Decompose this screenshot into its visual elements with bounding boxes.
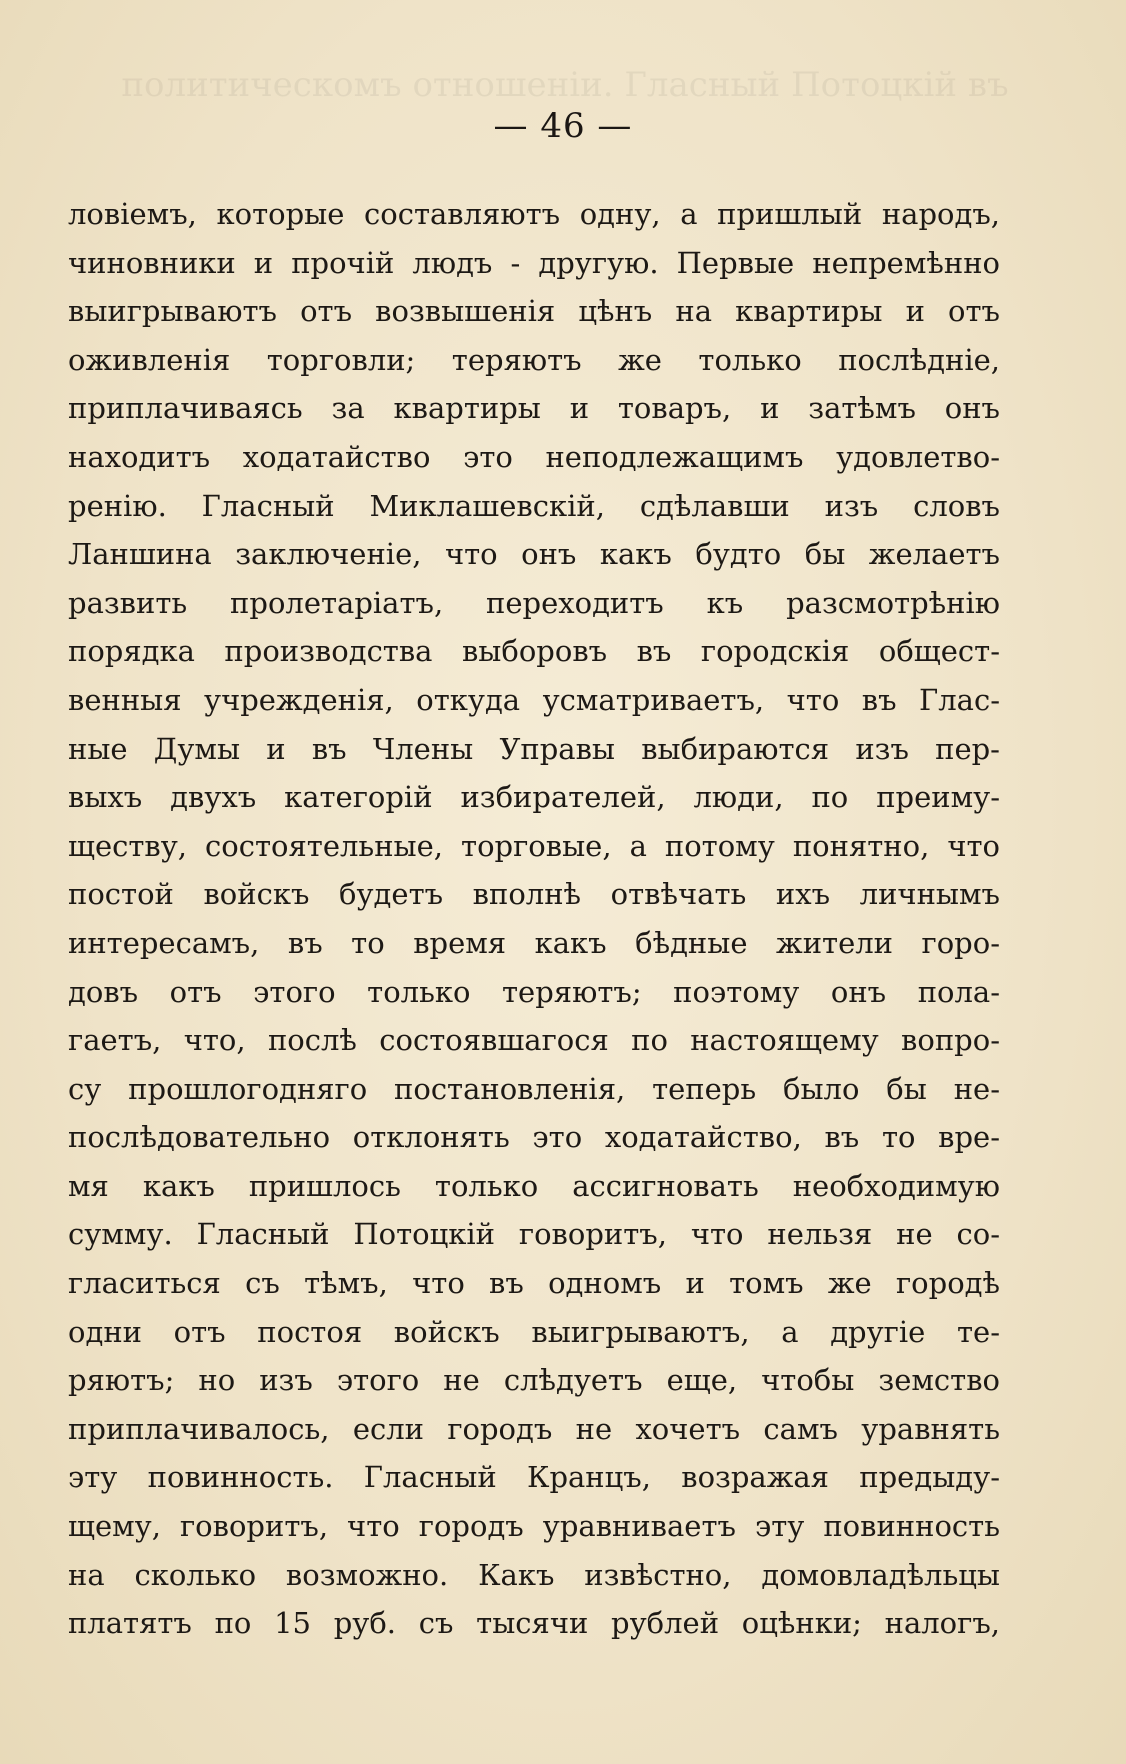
text-line: мя какъ пришлось только ассигновать необходимую: [68, 1168, 1000, 1203]
text-line: постой войскъ будетъ вполнѣ отвѣчать ихъ личнымъ: [68, 877, 1000, 912]
text-line: гаетъ, что, послѣ состоявшагося по настоящему вопро-: [68, 1023, 1000, 1058]
text-line: эту повинность. Гласный Кранцъ, возражая предыду-: [68, 1460, 1000, 1495]
text-line: приплачивалось, если городъ не хочетъ самъ уравнять: [68, 1411, 1000, 1446]
text-line: гласиться съ тѣмъ, что въ одномъ и томъ же городѣ: [68, 1266, 1000, 1301]
text-line: чиновники и прочій людъ - другую. Первые непремѣнно: [68, 245, 1000, 280]
text-line: выхъ двухъ категорій избирателей, люди, по преиму-: [68, 780, 1000, 815]
text-line: сумму. Гласный Потоцкій говоритъ, что нельзя не со-: [68, 1217, 1000, 1252]
text-line: развить пролетаріатъ, переходитъ къ разсмотрѣнію: [68, 585, 1000, 620]
text-line: ществу, состоятельные, торговые, а потому понятно, что: [68, 828, 1000, 863]
text-line: на сколько возможно. Какъ извѣстно, домовладѣльцы: [68, 1557, 1000, 1592]
text-line: выигрываютъ отъ возвышенія цѣнъ на квартиры и отъ: [68, 294, 1000, 329]
page-number: — 46 —: [493, 106, 633, 146]
text-line: находитъ ходатайство это неподлежащимъ удовлетво-: [68, 439, 1000, 474]
text-line: одни отъ постоя войскъ выигрываютъ, а другіе те-: [68, 1314, 1000, 1349]
text-line: Ланшина заключеніе, что онъ какъ будто бы желаетъ: [68, 537, 1000, 572]
text-line: порядка производства выборовъ въ городскія общест-: [68, 634, 1000, 669]
text-line: послѣдовательно отклонять это ходатайство, въ то вре-: [68, 1120, 1000, 1155]
text-line: интересамъ, въ то время какъ бѣдные жители горо-: [68, 925, 1000, 960]
text-line: венныя учрежденія, откуда усматриваетъ, что въ Глас-: [68, 682, 1000, 717]
bleed-through-text: политическомъ отношеніи. Гласный Потоцкій въ: [121, 65, 1009, 105]
text-line: ряютъ; но изъ этого не слѣдуетъ еще, чтобы земство: [68, 1363, 1000, 1398]
text-line: су прошлогодняго постановленія, теперь было бы не-: [68, 1071, 1000, 1106]
text-line: ренію. Гласный Миклашевскій, сдѣлавши изъ словъ: [68, 488, 1000, 523]
text-line: ные Думы и въ Члены Управы выбираются изъ пер-: [68, 731, 1000, 766]
text-line: щему, говоритъ, что городъ уравниваетъ эту повинность: [68, 1509, 1000, 1544]
text-line: приплачиваясь за квартиры и товаръ, и затѣмъ онъ: [68, 391, 1000, 426]
body-text: [68, 190, 1000, 1648]
text-line: довъ отъ этого только теряютъ; поэтому онъ пола-: [68, 974, 1000, 1009]
text-line: платятъ по 15 руб. съ тысячи рублей оцѣнки; налогъ,: [68, 1606, 1000, 1641]
text-line: ловіемъ, которые составляютъ одну, а пришлый народъ,: [68, 197, 1000, 231]
text-line: оживленія торговли; теряютъ же только послѣдніе,: [68, 342, 1000, 377]
